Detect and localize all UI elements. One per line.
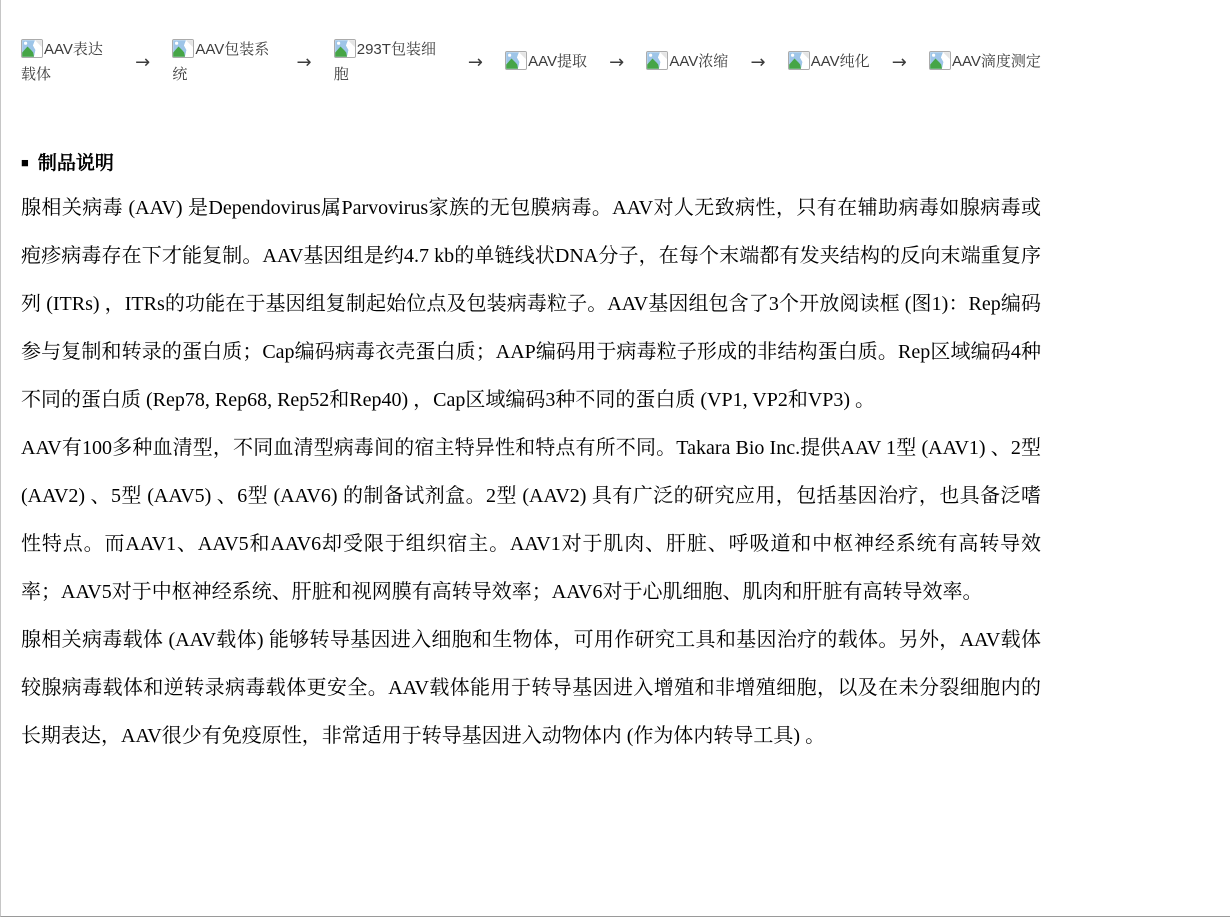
broken-image-icon — [334, 39, 356, 58]
broken-image-icon — [21, 39, 43, 58]
workflow-step — [334, 38, 446, 88]
product-description — [21, 184, 1230, 760]
workflow-step-label: AAV包装系统 — [172, 41, 270, 83]
workflow-step — [172, 38, 274, 88]
broken-image-icon — [172, 39, 194, 58]
square-bullet-icon: ■ — [21, 154, 29, 170]
workflow-row — [21, 38, 1041, 88]
paragraph: 腺相关病毒 (AAV) 是Dependovirus属Parvovirus家族的无包膜病毒。AAV对人无致病性，只有在辅助病毒如腺病毒或疱疹病毒存在下才能复制。AAV基因组是约4.7 kb的单链线状DNA分子，在每个末端都有发夹结构的反向末端重复序列 (ITRs) ，ITRs的功能在于基因组复制起始位点及包装病毒粒子。AAV基因组包含了3个开放阅读框 (图1)：Rep编码参与复制和转录的蛋白质；Cap编码病毒衣壳蛋白质；AAP编码用于病毒粒子形成的非结构蛋白质。Rep区域编码4种不同的蛋白质 (Rep78, Rep68, Rep52和Rep40) ，Cap区域编码3种不同的蛋白质 (VP1, VP2和VP3) 。 — [21, 196, 1041, 411]
workflow-step-label: 293T包装细胞 — [333, 41, 436, 83]
flow-arrow-icon: → — [467, 52, 483, 74]
flow-arrow-icon: → — [135, 52, 151, 74]
flow-arrow-icon: → — [609, 52, 625, 74]
broken-image-icon — [929, 51, 951, 70]
flow-arrow-icon: → — [296, 52, 312, 74]
workflow-step-label: AAV提取 — [528, 53, 588, 71]
workflow-step-label: AAV浓缩 — [669, 53, 729, 71]
broken-image-icon — [505, 51, 527, 70]
broken-image-icon — [788, 51, 810, 70]
workflow-step-label: AAV滴度测定 — [951, 53, 1041, 71]
workflow-step-label: AAV纯化 — [810, 53, 870, 71]
workflow-step — [505, 50, 587, 75]
broken-image-icon — [646, 51, 668, 70]
section-heading — [21, 148, 1041, 175]
workflow-step — [646, 50, 728, 75]
flow-arrow-icon: → — [750, 52, 766, 74]
flow-arrow-icon: → — [891, 52, 907, 74]
paragraph: 腺相关病毒载体 (AAV载体) 能够转导基因进入细胞和生物体，可用作研究工具和基因治疗的载体。另外，AAV载体较腺病毒载体和逆转录病毒载体更安全。AAV载体能用于转导基因进入增殖和非增殖细胞，以及在未分裂细胞内的长期表达，AAV很少有免疫原性，非常适用于转导基因进入动物体内 (作为体内转导工具) 。 — [21, 628, 1041, 747]
paragraph: AAV有100多种血清型，不同血清型病毒间的宿主特异性和特点有所不同。Takara Bio Inc.提供AAV 1型 (AAV1) 、2型 (AAV2) 、5型 (AAV5) 、6型 (AAV6) 的制备试剂盒。2型 (AAV2) 具有广泛的研究应用，包括基因治疗，也具备泛嗜性特点。而AAV1、AAV5和AAV6却受限于组织宿主。AAV1对于肌肉、肝脏、呼吸道和中枢神经系统有高转导效率；AAV5对于中枢神经系统、肝脏和视网膜有高转导效率；AAV6对于心肌细胞、肌肉和肝脏有高转导效率。 — [21, 436, 1041, 603]
workflow-step-label: AAV表达载体 — [21, 41, 103, 83]
workflow-step — [788, 50, 870, 75]
workflow-step — [929, 50, 1041, 75]
section-title: 制品说明 — [37, 152, 114, 174]
workflow-step — [21, 38, 113, 88]
